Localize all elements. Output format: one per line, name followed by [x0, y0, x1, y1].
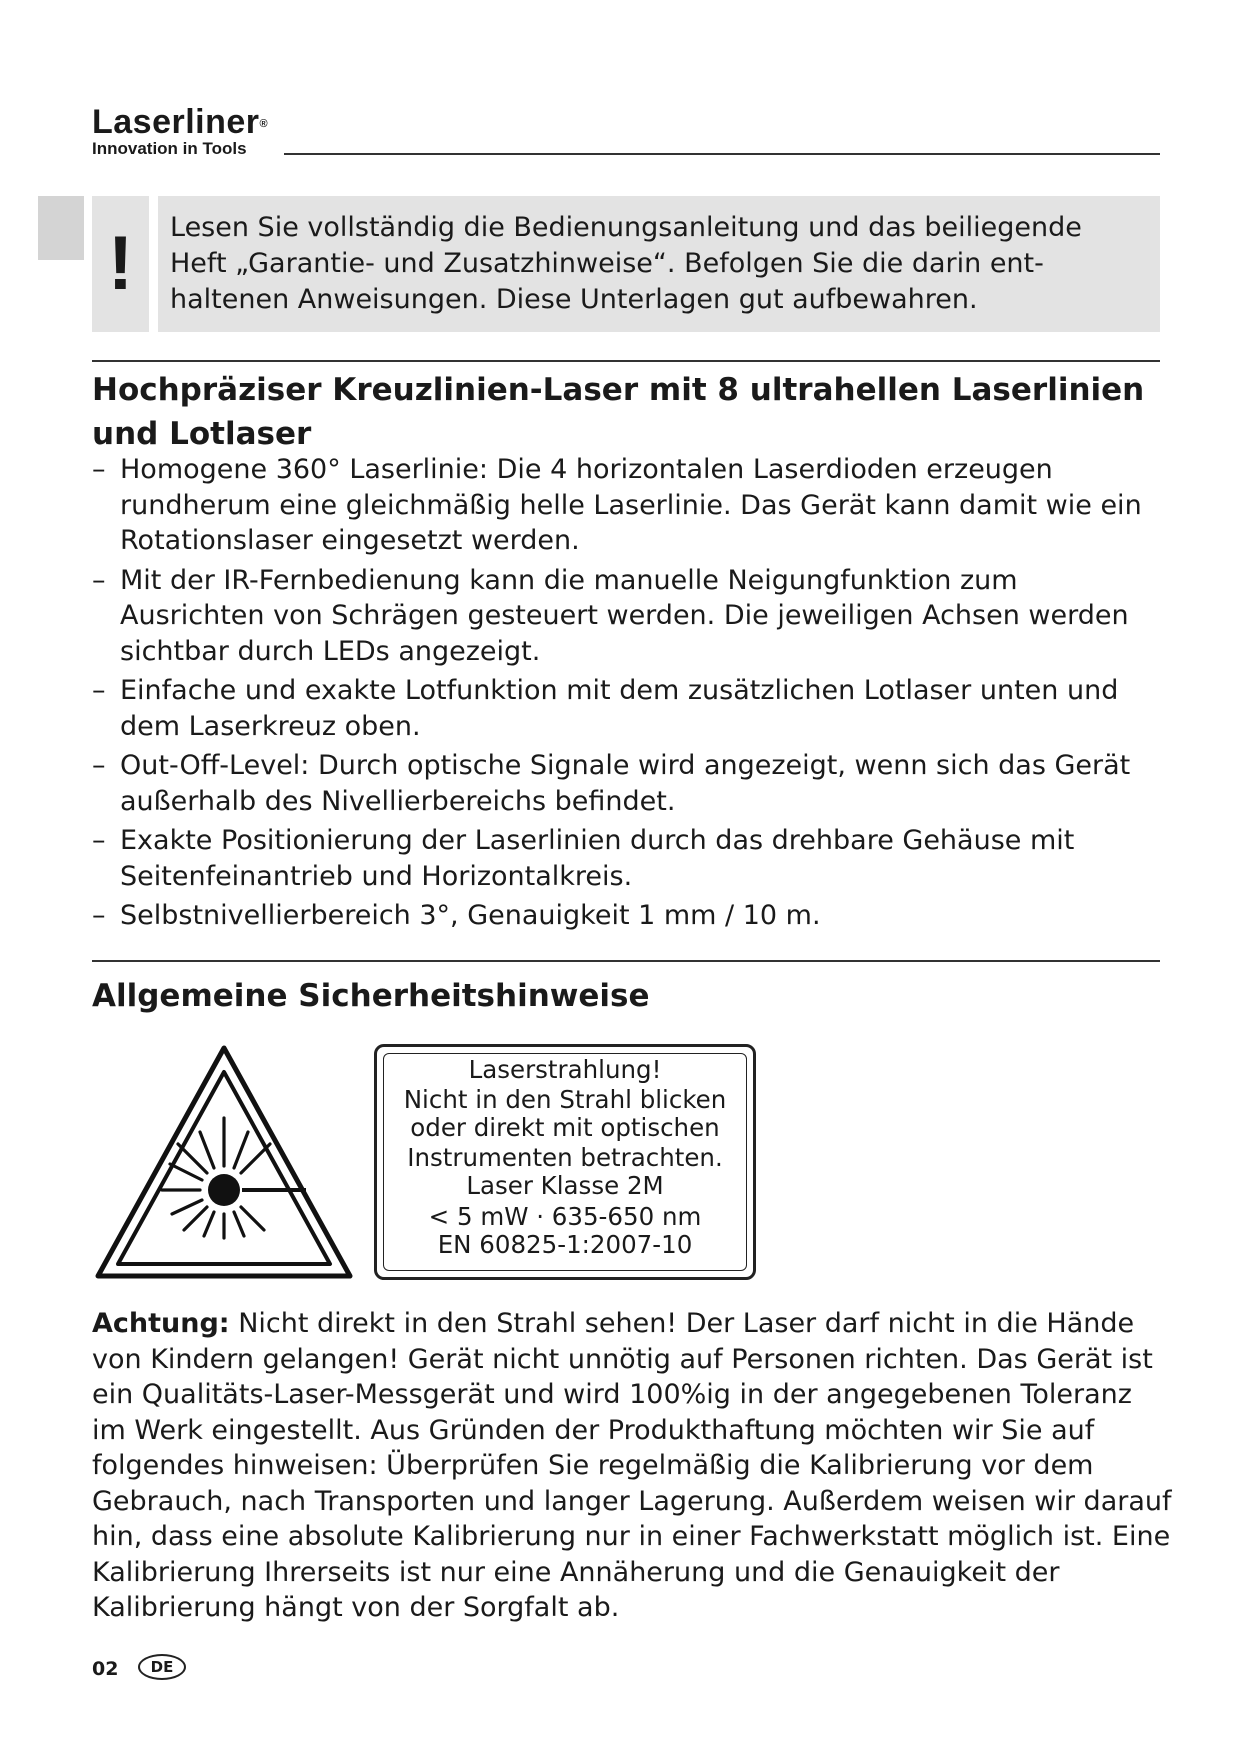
- label-line: < 5 mW · 635-650 nm: [428, 1202, 702, 1231]
- language-badge: DE: [138, 1654, 186, 1680]
- brand-name: Laserliner®: [92, 103, 269, 141]
- laser-warning-icon: [92, 1042, 356, 1282]
- label-line: Nicht in den Strahl blicken: [403, 1085, 727, 1114]
- label-line: Laserstrahlung!: [468, 1055, 662, 1084]
- section-divider: [92, 360, 1160, 362]
- warning-text: Nicht direkt in den Strahl sehen! Der Laser darf nicht in die Hände von Kindern gelangen! Gerät nicht unnötig auf Personen richten. Das Gerät ist ein Qualitäts-Laser-Messgerät und wird 100%ig in der angegebenen Toleranz im Werk eingestellt. Aus Gründen der Produkthaftung möchten wir Sie auf folgendes hinweisen: Überprüfen Sie regelmäßig die Kalibrierung vor dem Gebrauch, nach Transporten und langer Lagerung. Außerdem weisen wir darauf hin, dass eine absolute Kalibrierung nur in einer Fachwerkstatt möglich ist. Eine Kalibrierung Ihrerseits ist nur eine Annäherung und die Genauigkeit der Kalibrierung hängt von der Sorgfalt ab.: [92, 1308, 1172, 1623]
- list-item: – Out-Off-Level: Durch optische Signale wird angezeigt, wenn sich das Gerät außerhalb des Nivellierbereichs befindet.: [92, 750, 1131, 817]
- features-heading: Hochpräziser Kreuzlinien-Laser mit 8 ultrahellen Laserlinien und Lotlaser: [92, 372, 1145, 452]
- label-line: Instrumenten betrachten.: [407, 1143, 723, 1172]
- warning-paragraph: [92, 1306, 1172, 1626]
- brand-tagline: Innovation in Tools: [92, 139, 247, 158]
- list-item: – Einfache und exakte Lotfunktion mit dem zusätzlichen Lotlaser unten und dem Laserkreuz oben.: [92, 675, 1119, 742]
- list-item: – Mit der IR-Fernbedienung kann die manuelle Neigungfunktion zum Ausrichten von Schrägen gesteuert werden. Die jeweiligen Achsen werden sichtbar durch LEDs angezeigt.: [92, 564, 1129, 667]
- page-number: 02: [92, 1658, 119, 1680]
- side-tab-marker: [38, 196, 84, 260]
- label-line: EN 60825-1:2007-10: [437, 1230, 693, 1259]
- exclamation-icon: !: [92, 196, 149, 332]
- safety-heading: Allgemeine Sicherheitshinweise: [92, 978, 650, 1014]
- notice-text: Lesen Sie vollständig die Bedienungsanleitung und das beiliegende Heft „Garantie- und Zusatzhinweise“. Befolgen Sie die darin enthaltenen Anweisungen. Diese Unterlagen gut aufbewahren.: [170, 212, 1082, 315]
- list-item: – Exakte Positionierung der Laserlinien durch das drehbare Gehäuse mit Seitenfeinantrieb und Horizontalkreis.: [92, 825, 1075, 892]
- list-item: – Homogene 360° Laserlinie: Die 4 horizontalen Laserdioden erzeugen rundherum eine gleichmäßig helle Laserlinie. Das Gerät kann damit wie ein Rotationslaser eingesetzt werden.: [92, 454, 1142, 556]
- laser-class-label: [374, 1044, 756, 1280]
- list-item: – Selbstnivellierbereich 3°, Genauigkeit 1 mm / 10 m.: [92, 900, 821, 931]
- label-line: Laser Klasse 2M: [466, 1171, 664, 1200]
- warning-label: Achtung:: [92, 1308, 230, 1339]
- feature-list: [92, 452, 1160, 938]
- label-line: oder direkt mit optischen: [410, 1113, 720, 1142]
- header-rule: [284, 153, 1160, 155]
- notice-box: [158, 196, 1160, 332]
- brand-logo: [92, 104, 268, 158]
- section-divider: [92, 960, 1160, 962]
